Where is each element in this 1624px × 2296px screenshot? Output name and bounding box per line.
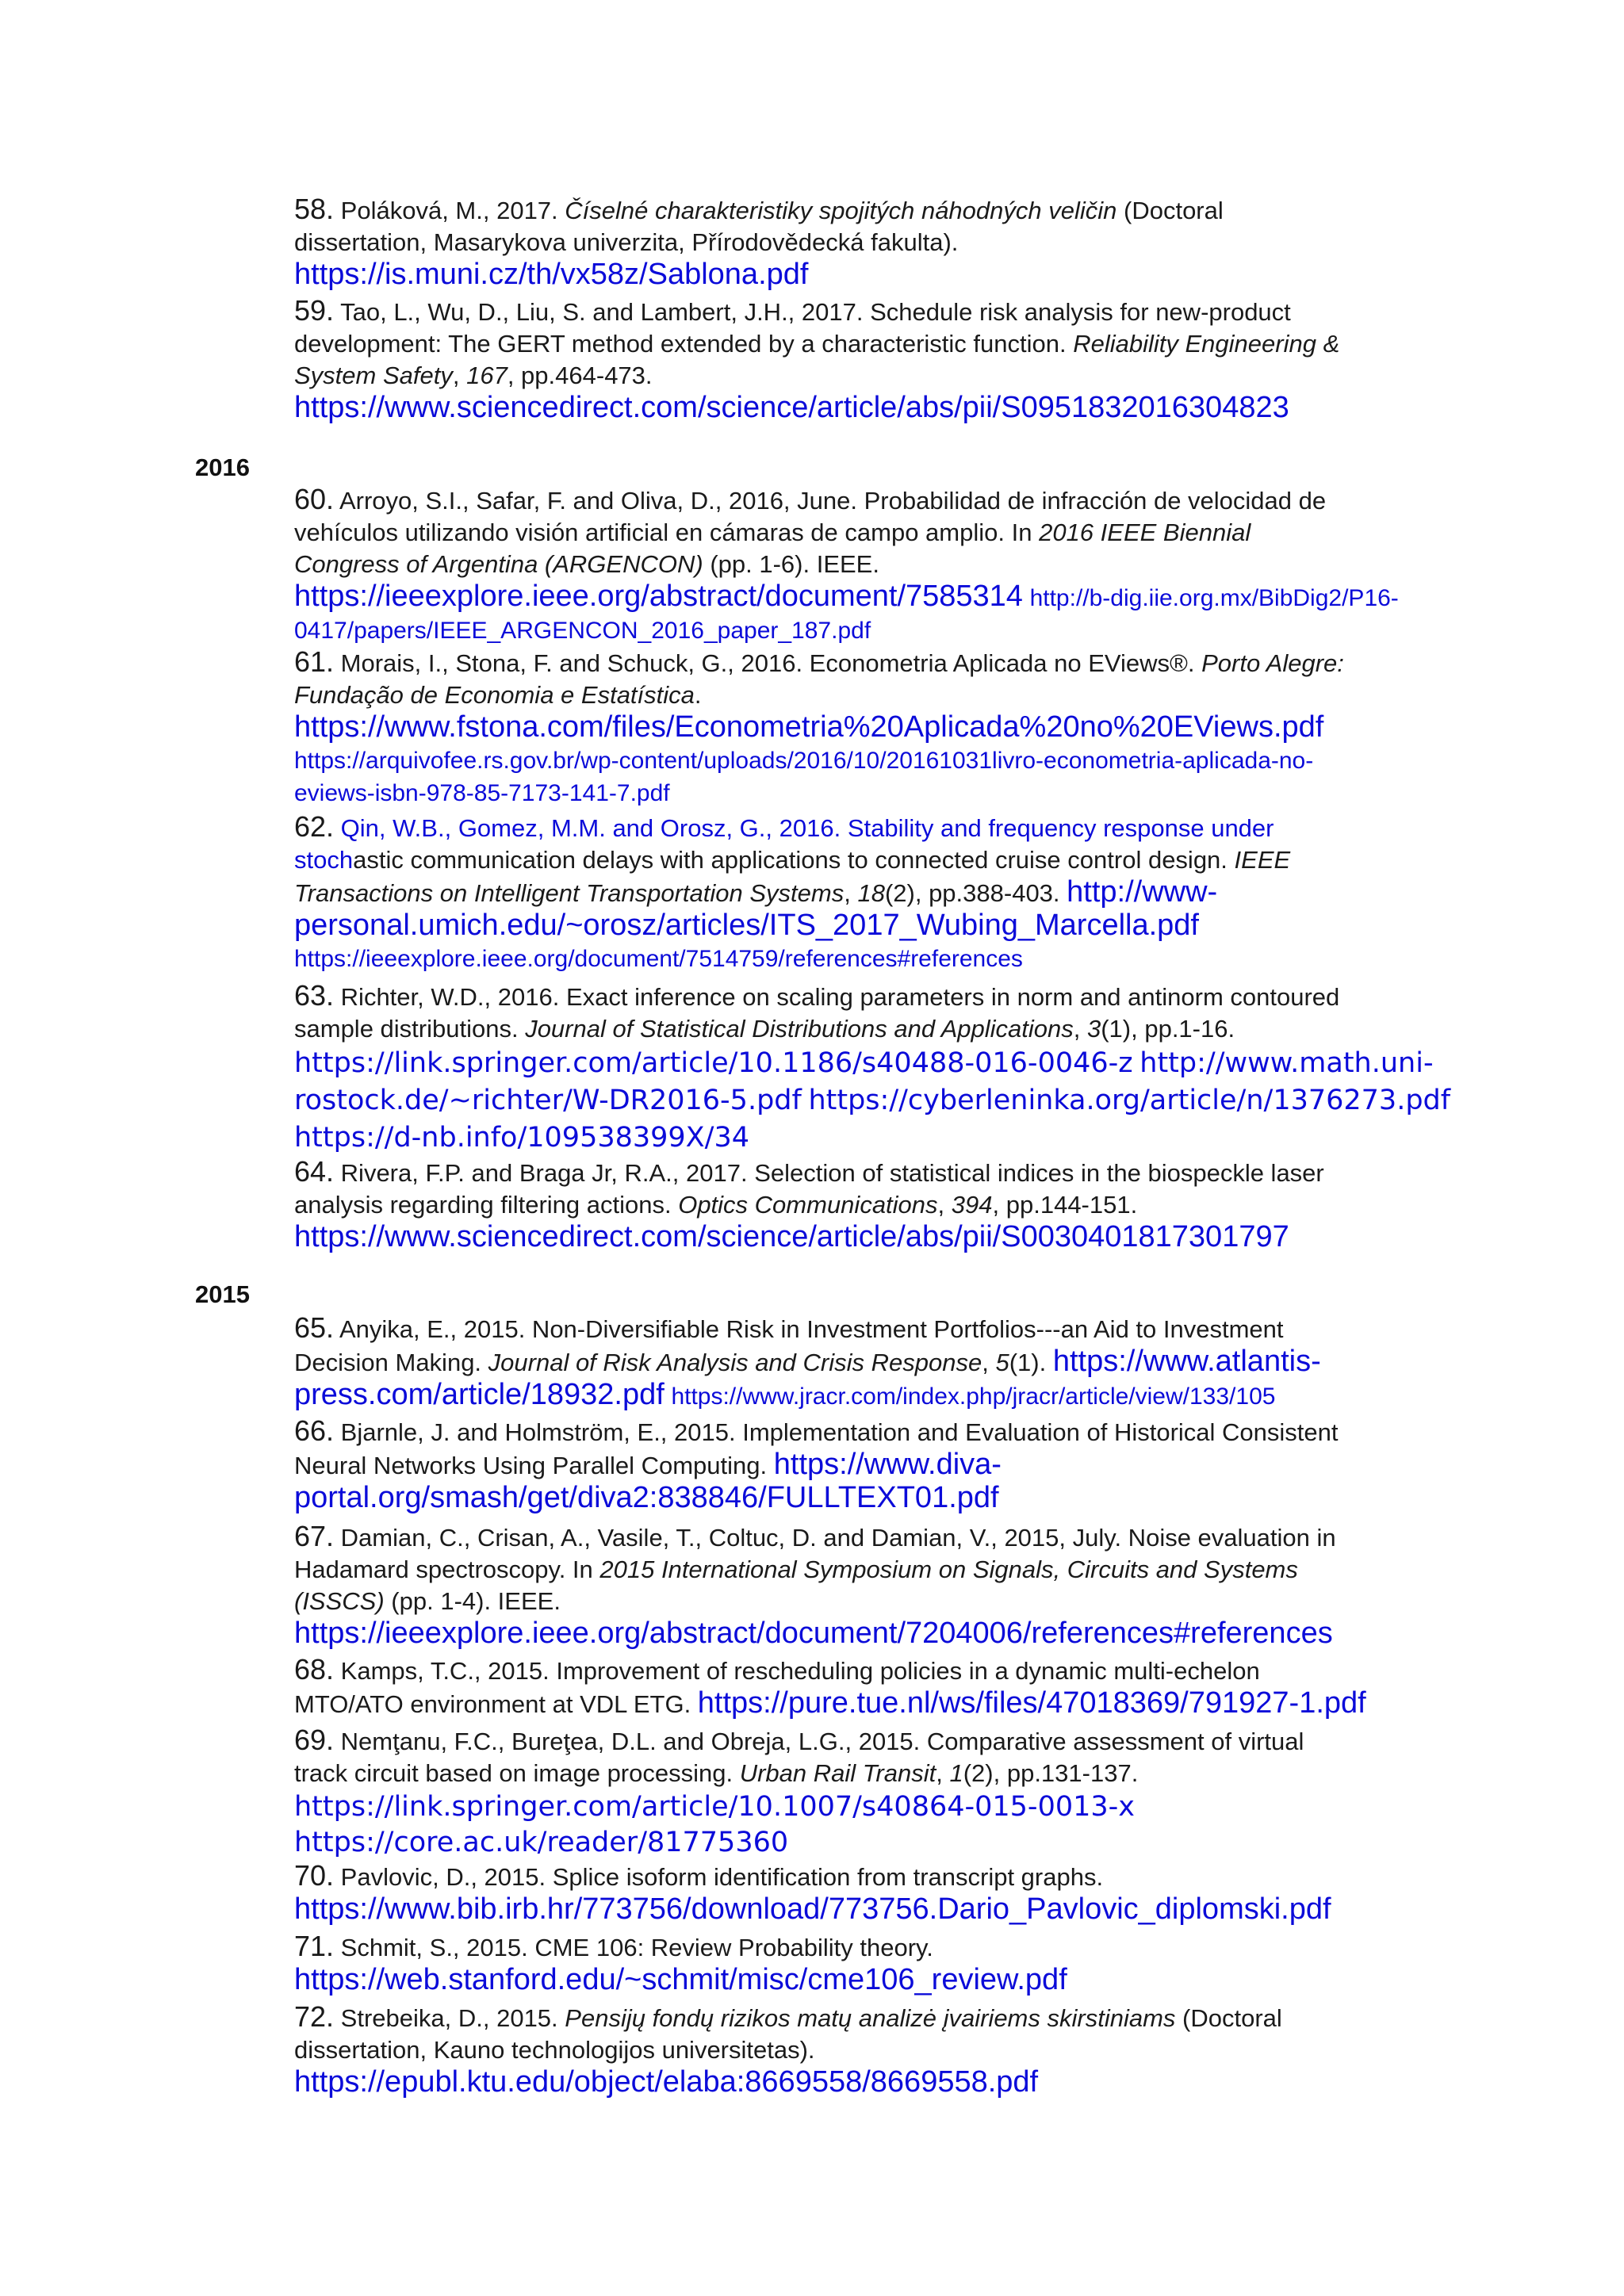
reference-link[interactable]: https://is.muni.cz/th/vx58z/Sablona.pdf <box>294 258 809 291</box>
reference-link[interactable]: https://www.bib.irb.hr/773756/download/773756.Dario_Pavlovic_diplomski.pdf <box>294 1892 1331 1926</box>
reference-number: 58. <box>294 193 335 225</box>
reference-link[interactable]: https://core.ac.uk/reader/81775360 <box>294 1827 789 1858</box>
reference-number: 59. <box>294 294 335 327</box>
reference-link[interactable]: http://www- <box>1067 875 1218 909</box>
year-heading-2015: 2015 <box>195 1280 250 1308</box>
reference-link[interactable]: https://cyberleninka.org/article/n/1376273.pdf <box>808 1085 1451 1116</box>
reference-link[interactable]: https://www.sciencedirect.com/science/article/abs/pii/S0030401817301797 <box>294 1220 1289 1253</box>
reference-link[interactable]: https://arquivofee.rs.gov.br/wp-content/uploads/2016/10/20161031livro-econometria-aplicada-no- <box>294 748 1314 774</box>
reference-68: 68. Kamps, T.C., 2015. Improvement of rescheduling policies in a dynamic multi-echelon MTO/ATO environment at VDL ETG. https://pure.tue.nl/ws/files/47018369/791927-1.pdf <box>294 1653 1366 1720</box>
reference-link[interactable]: https://www.diva- <box>773 1448 1002 1481</box>
reference-link[interactable]: https://ieeexplore.ieee.org/abstract/document/7585314 <box>294 580 1023 613</box>
reference-link[interactable]: portal.org/smash/get/diva2:838846/FULLTEXT01.pdf <box>294 1481 999 1514</box>
reference-link[interactable]: https://pure.tue.nl/ws/files/47018369/791927-1.pdf <box>697 1686 1366 1720</box>
reference-number: 69. <box>294 1724 335 1756</box>
reference-link[interactable]: stoch <box>294 846 354 874</box>
reference-69: 69. Nemţanu, F.C., Bureţea, D.L. and Obreja, L.G., 2015. Comparative assessment of virtual track circuit based on image processing. Urban Rail Transit, 1(2), pp.131-137. https://link.springer.com/article/10.1007/s40864-015-0013-x https://core.ac.uk/reader/81775360 <box>294 1724 1304 1858</box>
reference-number: 64. <box>294 1155 335 1188</box>
reference-link[interactable]: https://www.atlantis- <box>1052 1345 1321 1378</box>
reference-link[interactable]: http://b-dig.iie.org.mx/BibDig2/P16- <box>1029 585 1399 611</box>
reference-60: 60. Arroyo, S.I., Safar, F. and Oliva, D., 2016, June. Probabilidad de infracción de velocidad de vehículos utilizando visión artificial en cámaras de campo amplio. In 2016 IEEE Biennial Congress of Argentina (ARGENCON) (pp. 1-6). IEEE. https://ieeexplore.ieee.org/abstract/document/7585314 http://b-dig.iie.org.mx/BibDig2/P16- 0417/papers/IEEE_ARGENCON_2016_paper_187.pdf <box>294 483 1399 644</box>
reference-number: 66. <box>294 1414 335 1447</box>
reference-66: 66. Bjarnle, J. and Holmström, E., 2015. Implementation and Evaluation of Historical Consistent Neural Networks Using Parallel Computing. https://www.diva- portal.org/smash/get/diva2:838846/FULLTEXT01.pdf <box>294 1414 1339 1514</box>
reference-72: 72. Strebeika, D., 2015. Pensijų fondų rizikos matų analizė įvairiems skirstiniams (Doctoral dissertation, Kauno technologijos universitetas). https://epubl.ktu.edu/object/elaba:8669558/8669558.pdf <box>294 2000 1282 2099</box>
reference-64: 64. Rivera, F.P. and Braga Jr, R.A., 2017. Selection of statistical indices in the biospeckle laser analysis regarding filtering actions. Optics Communications, 394, pp.144-151. https://www.sciencedirect.com/science/article/abs/pii/S0030401817301797 <box>294 1155 1324 1253</box>
reference-link[interactable]: 0417/papers/IEEE_ARGENCON_2016_paper_187.pdf <box>294 618 871 644</box>
reference-number: 67. <box>294 1520 335 1552</box>
year-heading-2016: 2016 <box>195 453 250 481</box>
reference-number: 68. <box>294 1653 335 1686</box>
reference-number: 72. <box>294 2000 335 2033</box>
reference-link[interactable]: http://www.math.uni- <box>1139 1047 1434 1079</box>
reference-link[interactable]: eviews-isbn-978-85-7173-141-7.pdf <box>294 780 670 806</box>
reference-63: 63. Richter, W.D., 2016. Exact inference on scaling parameters in norm and antinorm contoured sample distributions. Journal of Statistical Distributions and Applications, 3(1), pp.1-16. https://link.springer.com/article/10.1186/s40488-016-0046-z http://www.math.uni- rostock.de/~richter/W-DR2016-5.pdf https://cyberleninka.org/article/n/1376273.pdf https://d-nb.info/109538399X/34 <box>294 979 1451 1154</box>
reference-67: 67. Damian, C., Crisan, A., Vasile, T., Coltuc, D. and Damian, V., 2015, July. Noise evaluation in Hadamard spectroscopy. In 2015 International Symposium on Signals, Circuits and Systems (ISSCS) (pp. 1-4). IEEE. https://ieeexplore.ieee.org/abstract/document/7204006/references#references <box>294 1520 1336 1650</box>
reference-number: 65. <box>294 1311 335 1344</box>
reference-link[interactable]: https://d-nb.info/109538399X/34 <box>294 1122 749 1154</box>
reference-number: 61. <box>294 645 335 678</box>
reference-71: 71. Schmit, S., 2015. CME 106: Review Probability theory. https://web.stanford.edu/~schmit/misc/cme106_review.pdf <box>294 1930 1067 1996</box>
reference-link[interactable]: https://www.jracr.com/index.php/jracr/article/view/133/105 <box>671 1383 1276 1410</box>
reference-link[interactable]: Qin, W.B., Gomez, M.M. and Orosz, G., 2016. Stability and frequency response under <box>340 814 1274 842</box>
reference-number: 62. <box>294 810 335 843</box>
reference-61: 61. Morais, I., Stona, F. and Schuck, G., 2016. Econometria Aplicada no EViews®. Porto Alegre: Fundação de Economia e Estatística. https://www.fstona.com/files/Econometria%20Aplicada%20no%20EViews.pdf https://arquivofee.rs.gov.br/wp-content/uploads/2016/10/20161031livro-econometria-aplicada-no- eviews-isbn-978-85-7173-141-7.pdf <box>294 645 1344 806</box>
reference-link[interactable]: https://ieeexplore.ieee.org/abstract/document/7204006/references#references <box>294 1617 1333 1650</box>
reference-59: 59. Tao, L., Wu, D., Liu, S. and Lambert, J.H., 2017. Schedule risk analysis for new-product development: The GERT method extended by a characteristic function. Reliability Engineering & System Safety, 167, pp.464-473. https://www.sciencedirect.com/science/article/abs/pii/S0951832016304823 <box>294 294 1340 424</box>
reference-link[interactable]: press.com/article/18932.pdf <box>294 1378 665 1411</box>
reference-number: 71. <box>294 1930 335 1962</box>
reference-number: 70. <box>294 1859 335 1892</box>
reference-number: 63. <box>294 979 335 1012</box>
reference-link[interactable]: https://web.stanford.edu/~schmit/misc/cme106_review.pdf <box>294 1963 1067 1996</box>
reference-link[interactable]: https://ieeexplore.ieee.org/document/7514759/references#references <box>294 946 1023 972</box>
reference-58: 58. Poláková, M., 2017. Číselné charakteristiky spojitých náhodných veličin (Doctoral dissertation, Masarykova univerzita, Přírodovědecká fakulta). https://is.muni.cz/th/vx58z/Sablona.pdf <box>294 193 1224 291</box>
reference-number: 60. <box>294 483 335 515</box>
reference-link[interactable]: https://www.fstona.com/files/Econometria%20Aplicada%20no%20EViews.pdf <box>294 710 1324 744</box>
reference-link[interactable]: https://link.springer.com/article/10.1007/s40864-015-0013-x <box>294 1791 1135 1823</box>
reference-link[interactable]: https://link.springer.com/article/10.1186/s40488-016-0046-z <box>294 1047 1133 1079</box>
reference-70: 70. Pavlovic, D., 2015. Splice isoform identification from transcript graphs. https://www.bib.irb.hr/773756/download/773756.Dario_Pavlovic_diplomski.pdf <box>294 1859 1331 1926</box>
reference-link[interactable]: https://www.sciencedirect.com/science/article/abs/pii/S0951832016304823 <box>294 391 1289 424</box>
reference-link[interactable]: personal.umich.edu/~orosz/articles/ITS_2017_Wubing_Marcella.pdf <box>294 909 1199 942</box>
reference-link[interactable]: rostock.de/~richter/W-DR2016-5.pdf <box>294 1085 802 1116</box>
reference-title: Číselné charakteristiky spojitých náhodných veličin <box>565 197 1117 224</box>
reference-62: 62. Qin, W.B., Gomez, M.M. and Orosz, G., 2016. Stability and frequency response under stochastic communication delays with applications to connected cruise control design. IEEE Transactions on Intelligent Transportation Systems, 18(2), pp.388-403. http://www- personal.umich.edu/~orosz/articles/ITS_2017_Wubing_Marcella.pdf https://ieeexplore.ieee.org/document/7514759/references#references <box>294 810 1291 972</box>
reference-link[interactable]: https://epubl.ktu.edu/object/elaba:8669558/8669558.pdf <box>294 2065 1039 2099</box>
reference-65: 65. Anyika, E., 2015. Non-Diversifiable Risk in Investment Portfolios---an Aid to Investment Decision Making. Journal of Risk Analysis and Crisis Response, 5(1). https://www.atlantis- press.com/article/18932.pdf https://www.jracr.com/index.php/jracr/article/view/133/105 <box>294 1311 1321 1411</box>
